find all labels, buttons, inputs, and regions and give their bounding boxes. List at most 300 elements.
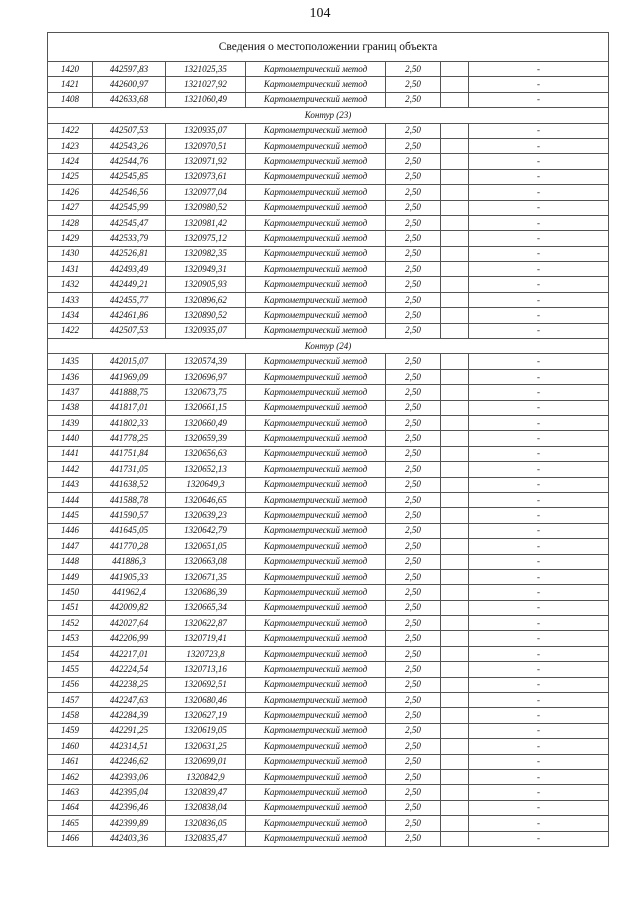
cell-accuracy: 2,50 (386, 369, 441, 384)
cell-point-number: 1438 (48, 400, 93, 415)
cell-accuracy: 2,50 (386, 708, 441, 723)
table-row (48, 754, 609, 769)
cell-method: Картометрический метод (246, 754, 386, 769)
cell-empty-cell (441, 492, 469, 507)
cell-accuracy: 2,50 (386, 831, 441, 846)
cell-coord-x: 442597,83 (93, 62, 166, 77)
cell-coord-x: 442533,79 (93, 231, 166, 246)
cell-coord-x: 442633,68 (93, 92, 166, 107)
cell-coord-y: 1320949,31 (166, 262, 246, 277)
cell-coord-y: 1320696,97 (166, 369, 246, 384)
cell-extra-info: - (469, 708, 609, 723)
cell-coord-x: 442544,76 (93, 154, 166, 169)
cell-method: Картометрический метод (246, 769, 386, 784)
cell-coord-y: 1320663,08 (166, 554, 246, 569)
cell-accuracy: 2,50 (386, 431, 441, 446)
cell-point-number: 1423 (48, 138, 93, 153)
cell-extra-info: - (469, 62, 609, 77)
table-row (48, 723, 609, 738)
cell-accuracy: 2,50 (386, 569, 441, 584)
cell-empty-cell (441, 169, 469, 184)
cell-point-number: 1426 (48, 185, 93, 200)
cell-extra-info: - (469, 385, 609, 400)
table-row (48, 415, 609, 430)
cell-point-number: 1449 (48, 569, 93, 584)
table-row (48, 369, 609, 384)
cell-extra-info: - (469, 508, 609, 523)
cell-coord-y: 1320660,49 (166, 415, 246, 430)
cell-coord-x: 442238,25 (93, 677, 166, 692)
cell-coord-x: 441802,33 (93, 415, 166, 430)
table-row (48, 446, 609, 461)
cell-extra-info: - (469, 354, 609, 369)
cell-coord-x: 442545,47 (93, 215, 166, 230)
cell-method: Картометрический метод (246, 800, 386, 815)
cell-accuracy: 2,50 (386, 800, 441, 815)
cell-point-number: 1433 (48, 292, 93, 307)
cell-method: Картометрический метод (246, 600, 386, 615)
cell-extra-info: - (469, 492, 609, 507)
cell-accuracy: 2,50 (386, 508, 441, 523)
cell-coord-y: 1320719,41 (166, 631, 246, 646)
cell-extra-info: - (469, 323, 609, 338)
cell-coord-y: 1320627,19 (166, 708, 246, 723)
cell-accuracy: 2,50 (386, 354, 441, 369)
cell-extra-info: - (469, 446, 609, 461)
cell-method: Картометрический метод (246, 246, 386, 261)
cell-empty-cell (441, 262, 469, 277)
cell-empty-cell (441, 831, 469, 846)
table-body (48, 33, 609, 847)
cell-coord-y: 1320649,3 (166, 477, 246, 492)
cell-empty-cell (441, 431, 469, 446)
cell-empty-cell (441, 462, 469, 477)
cell-empty-cell (441, 600, 469, 615)
table-row (48, 62, 609, 77)
table-row (48, 92, 609, 107)
cell-coord-y: 1320671,35 (166, 569, 246, 584)
cell-method: Картометрический метод (246, 277, 386, 292)
cell-method: Картометрический метод (246, 62, 386, 77)
cell-point-number: 1447 (48, 539, 93, 554)
cell-point-number: 1432 (48, 277, 93, 292)
cell-coord-x: 442009,82 (93, 600, 166, 615)
cell-method: Картометрический метод (246, 292, 386, 307)
cell-accuracy: 2,50 (386, 523, 441, 538)
cell-point-number: 1424 (48, 154, 93, 169)
cell-method: Картометрический метод (246, 723, 386, 738)
cell-coord-y: 1320935,07 (166, 323, 246, 338)
cell-method: Картометрический метод (246, 385, 386, 400)
cell-empty-cell (441, 354, 469, 369)
table-title-row (48, 33, 609, 62)
cell-empty-cell (441, 477, 469, 492)
cell-accuracy: 2,50 (386, 693, 441, 708)
table-row (48, 292, 609, 307)
cell-extra-info: - (469, 308, 609, 323)
cell-point-number: 1450 (48, 585, 93, 600)
cell-empty-cell (441, 523, 469, 538)
cell-empty-cell (441, 400, 469, 415)
cell-point-number: 1428 (48, 215, 93, 230)
cell-extra-info: - (469, 185, 609, 200)
cell-empty-cell (441, 246, 469, 261)
cell-method: Картометрический метод (246, 785, 386, 800)
cell-coord-y: 1320980,52 (166, 200, 246, 215)
cell-empty-cell (441, 554, 469, 569)
table-row (48, 354, 609, 369)
cell-point-number: 1422 (48, 323, 93, 338)
table-row (48, 277, 609, 292)
cell-empty-cell (441, 754, 469, 769)
page-number: 104 (309, 6, 331, 21)
table-row (48, 138, 609, 153)
cell-coord-y: 1320836,05 (166, 816, 246, 831)
cell-coord-x: 442543,26 (93, 138, 166, 153)
cell-coord-x: 442600,97 (93, 77, 166, 92)
cell-point-number: 1462 (48, 769, 93, 784)
table-row (48, 185, 609, 200)
cell-coord-y: 1320713,16 (166, 662, 246, 677)
cell-method: Картометрический метод (246, 262, 386, 277)
cell-accuracy: 2,50 (386, 723, 441, 738)
cell-method: Картометрический метод (246, 492, 386, 507)
cell-point-number: 1445 (48, 508, 93, 523)
cell-accuracy: 2,50 (386, 554, 441, 569)
cell-coord-x: 441886,3 (93, 554, 166, 569)
cell-empty-cell (441, 569, 469, 584)
cell-accuracy: 2,50 (386, 154, 441, 169)
cell-accuracy: 2,50 (386, 492, 441, 507)
cell-accuracy: 2,50 (386, 262, 441, 277)
table-row (48, 600, 609, 615)
cell-empty-cell (441, 769, 469, 784)
cell-point-number: 1464 (48, 800, 93, 815)
cell-point-number: 1425 (48, 169, 93, 184)
table-row (48, 523, 609, 538)
cell-accuracy: 2,50 (386, 446, 441, 461)
cell-accuracy: 2,50 (386, 585, 441, 600)
cell-empty-cell (441, 508, 469, 523)
cell-accuracy: 2,50 (386, 600, 441, 615)
cell-method: Картометрический метод (246, 446, 386, 461)
table-row (48, 508, 609, 523)
cell-accuracy: 2,50 (386, 200, 441, 215)
cell-accuracy: 2,50 (386, 277, 441, 292)
cell-method: Картометрический метод (246, 831, 386, 846)
cell-extra-info: - (469, 231, 609, 246)
cell-empty-cell (441, 693, 469, 708)
cell-point-number: 1422 (48, 123, 93, 138)
cell-coord-y: 1320646,65 (166, 492, 246, 507)
cell-coord-x: 442284,39 (93, 708, 166, 723)
cell-extra-info: - (469, 554, 609, 569)
cell-extra-info: - (469, 369, 609, 384)
cell-coord-x: 442526,81 (93, 246, 166, 261)
cell-accuracy: 2,50 (386, 77, 441, 92)
table-row (48, 77, 609, 92)
cell-method: Картометрический метод (246, 508, 386, 523)
cell-coord-x: 442395,04 (93, 785, 166, 800)
table-row (48, 677, 609, 692)
cell-empty-cell (441, 385, 469, 400)
cell-coord-y: 1320686,39 (166, 585, 246, 600)
cell-coord-x: 442449,21 (93, 277, 166, 292)
cell-empty-cell (441, 662, 469, 677)
cell-accuracy: 2,50 (386, 246, 441, 261)
cell-extra-info: - (469, 200, 609, 215)
cell-empty-cell (441, 231, 469, 246)
cell-method: Картометрический метод (246, 431, 386, 446)
cell-method: Картометрический метод (246, 200, 386, 215)
table-row (48, 631, 609, 646)
cell-coord-x: 442403,36 (93, 831, 166, 846)
cell-coord-y: 1320651,05 (166, 539, 246, 554)
boundary-coordinates-table (47, 32, 609, 847)
table-row (48, 231, 609, 246)
cell-extra-info: - (469, 262, 609, 277)
cell-method: Картометрический метод (246, 816, 386, 831)
cell-method: Картометрический метод (246, 646, 386, 661)
cell-method: Картометрический метод (246, 616, 386, 631)
table-row (48, 800, 609, 815)
cell-coord-y: 1320665,34 (166, 600, 246, 615)
cell-extra-info: - (469, 92, 609, 107)
table-row (48, 400, 609, 415)
cell-method: Картометрический метод (246, 400, 386, 415)
cell-method: Картометрический метод (246, 539, 386, 554)
cell-point-number: 1455 (48, 662, 93, 677)
cell-coord-x: 442206,99 (93, 631, 166, 646)
table-row (48, 154, 609, 169)
cell-empty-cell (441, 200, 469, 215)
cell-coord-y: 1320723,8 (166, 646, 246, 661)
cell-point-number: 1440 (48, 431, 93, 446)
table-row (48, 569, 609, 584)
cell-coord-x: 441588,78 (93, 492, 166, 507)
cell-extra-info: - (469, 462, 609, 477)
cell-method: Картометрический метод (246, 708, 386, 723)
cell-method: Картометрический метод (246, 123, 386, 138)
cell-coord-x: 442246,62 (93, 754, 166, 769)
cell-method: Картометрический метод (246, 739, 386, 754)
cell-coord-x: 441888,75 (93, 385, 166, 400)
cell-method: Картометрический метод (246, 185, 386, 200)
cell-point-number: 1441 (48, 446, 93, 461)
cell-point-number: 1429 (48, 231, 93, 246)
cell-empty-cell (441, 154, 469, 169)
cell-coord-x: 442507,53 (93, 123, 166, 138)
cell-method: Картометрический метод (246, 215, 386, 230)
cell-empty-cell (441, 539, 469, 554)
table-row (48, 308, 609, 323)
cell-empty-cell (441, 708, 469, 723)
cell-coord-y: 1320639,23 (166, 508, 246, 523)
table-row (48, 385, 609, 400)
table-row (48, 215, 609, 230)
cell-empty-cell (441, 323, 469, 338)
cell-method: Картометрический метод (246, 77, 386, 92)
table-row (48, 246, 609, 261)
table-row (48, 708, 609, 723)
cell-empty-cell (441, 631, 469, 646)
cell-accuracy: 2,50 (386, 462, 441, 477)
cell-method: Картометрический метод (246, 92, 386, 107)
cell-point-number: 1458 (48, 708, 93, 723)
cell-extra-info: - (469, 123, 609, 138)
cell-point-number: 1463 (48, 785, 93, 800)
cell-point-number: 1457 (48, 693, 93, 708)
cell-point-number: 1420 (48, 62, 93, 77)
cell-coord-y: 1320631,25 (166, 739, 246, 754)
cell-coord-y: 1321060,49 (166, 92, 246, 107)
section-header-row (48, 339, 609, 354)
cell-empty-cell (441, 739, 469, 754)
cell-empty-cell (441, 62, 469, 77)
cell-empty-cell (441, 415, 469, 430)
cell-accuracy: 2,50 (386, 62, 441, 77)
cell-empty-cell (441, 77, 469, 92)
cell-coord-x: 442291,25 (93, 723, 166, 738)
section-label: Контур (23) (48, 108, 609, 123)
cell-point-number: 1427 (48, 200, 93, 215)
cell-method: Картометрический метод (246, 369, 386, 384)
table-row (48, 662, 609, 677)
cell-coord-y: 1321025,35 (166, 62, 246, 77)
cell-coord-y: 1320842,9 (166, 769, 246, 784)
table-row (48, 693, 609, 708)
cell-coord-y: 1320982,35 (166, 246, 246, 261)
cell-coord-x: 442393,06 (93, 769, 166, 784)
table-row (48, 200, 609, 215)
cell-coord-x: 442545,85 (93, 169, 166, 184)
cell-extra-info: - (469, 138, 609, 153)
table-row (48, 554, 609, 569)
cell-coord-y: 1320652,13 (166, 462, 246, 477)
cell-coord-x: 442507,53 (93, 323, 166, 338)
cell-accuracy: 2,50 (386, 231, 441, 246)
section-header-row (48, 108, 609, 123)
cell-coord-y: 1320692,51 (166, 677, 246, 692)
cell-coord-y: 1320673,75 (166, 385, 246, 400)
table-row (48, 539, 609, 554)
cell-point-number: 1431 (48, 262, 93, 277)
cell-point-number: 1430 (48, 246, 93, 261)
cell-coord-x: 442461,86 (93, 308, 166, 323)
cell-extra-info: - (469, 277, 609, 292)
cell-accuracy: 2,50 (386, 415, 441, 430)
cell-empty-cell (441, 585, 469, 600)
cell-point-number: 1444 (48, 492, 93, 507)
cell-point-number: 1459 (48, 723, 93, 738)
cell-accuracy: 2,50 (386, 215, 441, 230)
table-row (48, 462, 609, 477)
cell-accuracy: 2,50 (386, 123, 441, 138)
table-row (48, 492, 609, 507)
cell-coord-x: 442455,77 (93, 292, 166, 307)
cell-accuracy: 2,50 (386, 769, 441, 784)
table-row (48, 123, 609, 138)
cell-coord-x: 442247,63 (93, 693, 166, 708)
cell-coord-x: 442027,64 (93, 616, 166, 631)
table-row (48, 816, 609, 831)
cell-method: Картометрический метод (246, 662, 386, 677)
cell-accuracy: 2,50 (386, 785, 441, 800)
cell-point-number: 1451 (48, 600, 93, 615)
cell-coord-y: 1320835,47 (166, 831, 246, 846)
section-label: Контур (24) (48, 339, 609, 354)
cell-empty-cell (441, 185, 469, 200)
cell-extra-info: - (469, 831, 609, 846)
table-row (48, 739, 609, 754)
cell-accuracy: 2,50 (386, 816, 441, 831)
cell-method: Картометрический метод (246, 677, 386, 692)
table-row (48, 169, 609, 184)
cell-point-number: 1456 (48, 677, 93, 692)
cell-accuracy: 2,50 (386, 400, 441, 415)
table-row (48, 323, 609, 338)
cell-empty-cell (441, 369, 469, 384)
cell-coord-y: 1320699,01 (166, 754, 246, 769)
cell-coord-y: 1320838,04 (166, 800, 246, 815)
cell-extra-info: - (469, 677, 609, 692)
cell-coord-y: 1320890,52 (166, 308, 246, 323)
cell-coord-x: 442015,07 (93, 354, 166, 369)
cell-coord-x: 441905,33 (93, 569, 166, 584)
cell-empty-cell (441, 308, 469, 323)
cell-accuracy: 2,50 (386, 308, 441, 323)
cell-coord-x: 442545,99 (93, 200, 166, 215)
cell-point-number: 1421 (48, 77, 93, 92)
cell-coord-x: 441770,28 (93, 539, 166, 554)
cell-coord-x: 442493,49 (93, 262, 166, 277)
cell-extra-info: - (469, 723, 609, 738)
cell-empty-cell (441, 723, 469, 738)
cell-coord-x: 441962,4 (93, 585, 166, 600)
cell-point-number: 1448 (48, 554, 93, 569)
cell-method: Картометрический метод (246, 569, 386, 584)
cell-extra-info: - (469, 600, 609, 615)
cell-coord-x: 441645,05 (93, 523, 166, 538)
cell-empty-cell (441, 816, 469, 831)
cell-coord-y: 1320971,92 (166, 154, 246, 169)
cell-coord-y: 1320896,62 (166, 292, 246, 307)
table-row (48, 262, 609, 277)
cell-coord-y: 1320977,04 (166, 185, 246, 200)
table-row (48, 646, 609, 661)
cell-coord-y: 1320659,39 (166, 431, 246, 446)
cell-coord-x: 441731,05 (93, 462, 166, 477)
cell-point-number: 1461 (48, 754, 93, 769)
cell-accuracy: 2,50 (386, 739, 441, 754)
cell-empty-cell (441, 138, 469, 153)
cell-coord-y: 1320680,46 (166, 693, 246, 708)
cell-coord-x: 442396,46 (93, 800, 166, 815)
cell-coord-y: 1320839,47 (166, 785, 246, 800)
cell-extra-info: - (469, 800, 609, 815)
cell-extra-info: - (469, 215, 609, 230)
cell-point-number: 1436 (48, 369, 93, 384)
cell-point-number: 1435 (48, 354, 93, 369)
cell-method: Картометрический метод (246, 138, 386, 153)
cell-coord-y: 1320970,51 (166, 138, 246, 153)
cell-method: Картометрический метод (246, 308, 386, 323)
cell-accuracy: 2,50 (386, 92, 441, 107)
cell-method: Картометрический метод (246, 154, 386, 169)
cell-accuracy: 2,50 (386, 677, 441, 692)
cell-extra-info: - (469, 662, 609, 677)
cell-method: Картометрический метод (246, 477, 386, 492)
